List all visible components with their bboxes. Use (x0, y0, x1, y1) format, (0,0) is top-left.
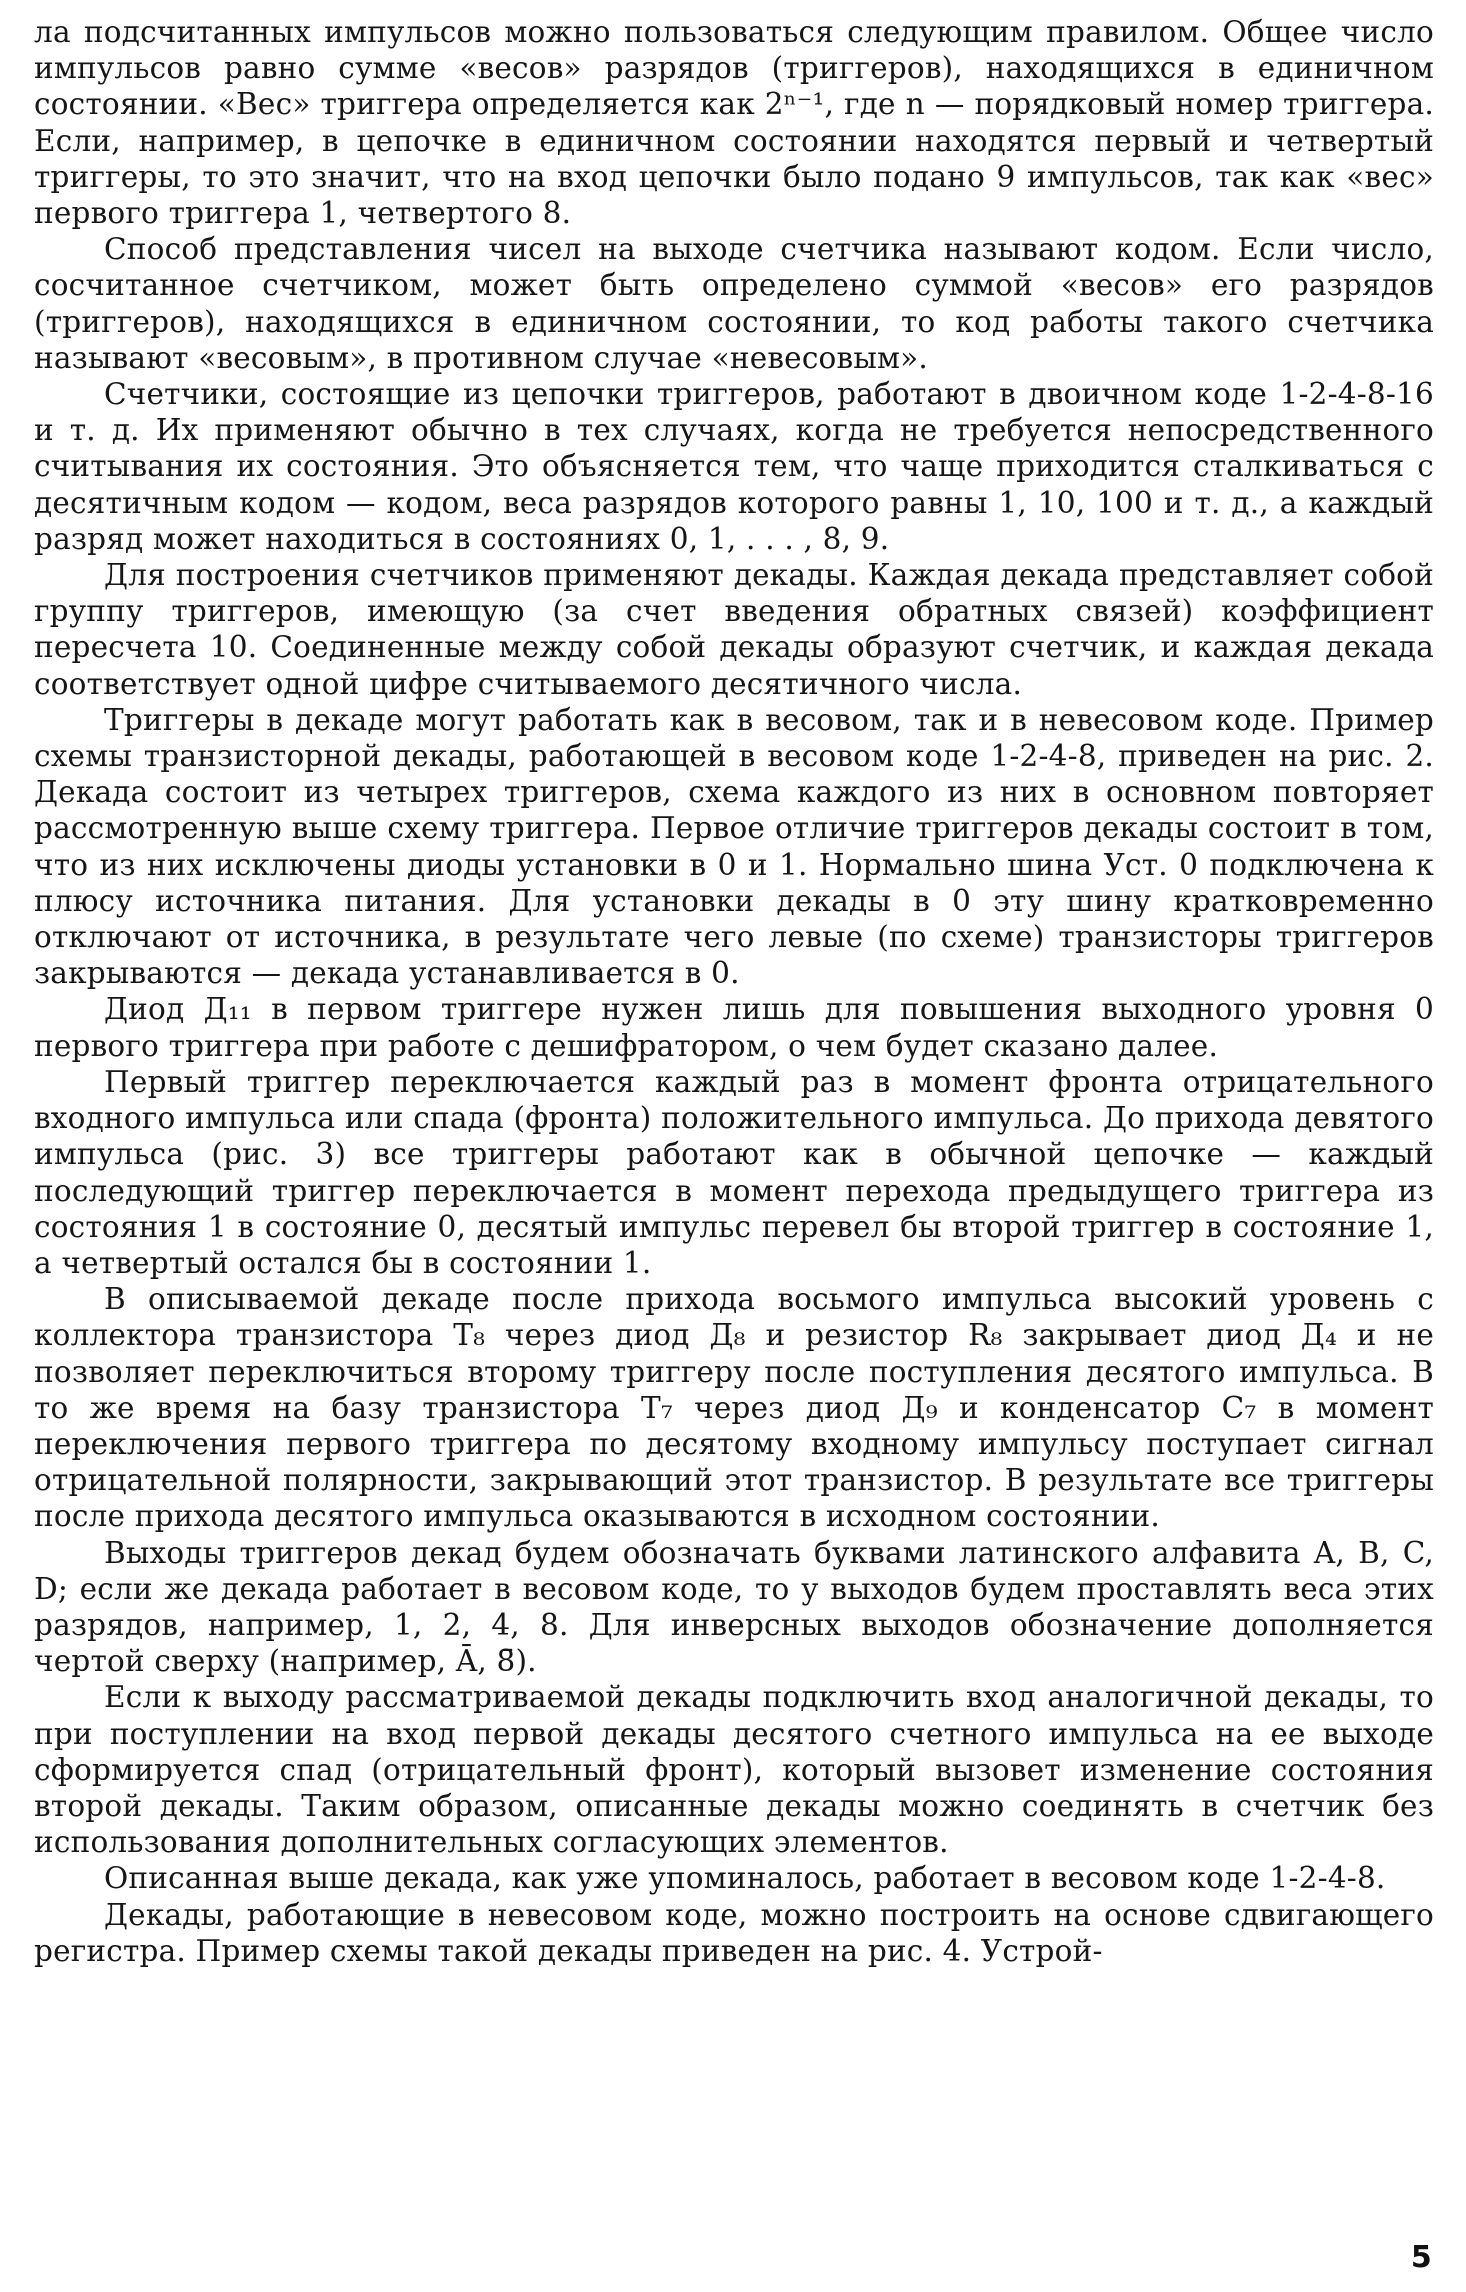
page-number: 5 (1410, 2240, 1432, 2275)
paragraph-12: Декады, работающие в невесовом коде, можно построить на основе сдвигающего регистра. Пример схемы такой декады приведен на рис. 4. Устрой- (34, 1897, 1434, 1968)
paragraph-8: В описываемой декаде после прихода восьмого импульса высокий уровень с коллектора транзистора T₈ через диод Д₈ и резистор R₈ закрывает диод Д₄ и не позволяет переключиться второму триггеру после поступления десятого импульса. В то же время на базу транзистора T₇ через диод Д₉ и конденсатор C₇ в момент переключения первого триггера по десятому входному импульсу поступает сигнал отрицательной полярности, закрывающий этот транзистор. В результате все триггеры после прихода десятого импульса оказываются в исходном состоянии. (34, 1282, 1434, 1534)
paragraph-10: Если к выходу рассматриваемой декады подключить вход аналогичной декады, то при поступлении на вход первой декады десятого счетного импульса на ее выходе сформируется спад (отрицательный фронт), который вызовет изменение состояния второй декады. Таким образом, описанные декады можно соединять в счетчик без использования дополнительных согласующих элементов. (34, 1680, 1434, 1860)
paragraph-2: Способ представления чисел на выходе счетчика называют кодом. Если число, сосчитанное счетчиком, может быть определено суммой «весов» его разрядов (триггеров), находящихся в единичном состоянии, то код работы такого счетчика называют «весовым», в противном случае «невесовым». (34, 232, 1434, 375)
paragraph-7: Первый триггер переключается каждый раз в момент фронта отрицательного входного импульса или спада (фронта) положительного импульса. До прихода девятого импульса (рис. 3) все триггеры работают как в обычной цепочке — каждый последующий триггер переключается в момент перехода предыдущего триггера из состояния 1 в состояние 0, десятый импульс перевел бы второй триггер в состояние 1, а четвертый остался бы в состоянии 1. (34, 1064, 1434, 1280)
paragraph-1: ла подсчитанных импульсов можно пользоваться следующим правилом. Общее число импульсов равно сумме «весов» разрядов (триггеров), находящихся в единичном состоянии. «Вес» триггера определяется как 2ⁿ⁻¹, где n — порядковый номер триггера. Если, например, в цепочке в единичном состоянии находятся первый и четвертый триггеры, то это значит, что на вход цепочки было подано 9 импульсов, так как «вес» первого триггера 1, четвертого 8. (34, 15, 1434, 231)
paragraph-11: Описанная выше декада, как уже упоминалось, работает в весовом коде 1-2-4-8. (104, 1861, 1386, 1896)
paragraph-9: Выходы триггеров декад будем обозначать буквами латинского алфавита A, B, C, D; если же декада работает в весовом коде, то у выходов будем проставлять веса этих разрядов, например, 1, 2, 4, 8. Для инверсных выходов обозначение дополняется чертой сверху (например, Ā, 8̄). (34, 1535, 1434, 1679)
document-page (34, 14, 1434, 2282)
paragraph-5: Триггеры в декаде могут работать как в весовом, так и в невесовом коде. Пример схемы транзисторной декады, работающей в весовом коде 1-2-4-8, приведен на рис. 2. Декада состоит из четырех триггеров, схема каждого из них в основном повторяет рассмотренную выше схему триггера. Первое отличие триггеров декады состоит в том, что из них исключены диоды установки в 0 и 1. Нормально шина Уст. 0 подключена к плюсу источника питания. Для установки декады в 0 эту шину кратковременно отключают от источника, в результате чего левые (по схеме) транзисторы триггеров закрываются — декада устанавливается в 0. (34, 702, 1434, 991)
paragraph-3: Счетчики, состоящие из цепочки триггеров, работают в двоичном коде 1-2-4-8-16 и т. д. Их применяют обычно в тех случаях, когда не требуется непосредственного считывания их состояния. Это объясняется тем, что чаще приходится сталкиваться с десятичным кодом — кодом, веса разрядов которого равны 1, 10, 100 и т. д., а каждый разряд может находиться в состояниях 0, 1, . . . , 8, 9. (34, 377, 1434, 556)
paragraph-4: Для построения счетчиков применяют декады. Каждая декада представляет собой группу триггеров, имеющую (за счет введения обратных связей) коэффициент пересчета 10. Соединенные между собой декады образуют счетчик, и каждая декада соответствует одной цифре считываемого десятичного числа. (34, 558, 1434, 701)
paragraph-6: Диод Д₁₁ в первом триггере нужен лишь для повышения выходного уровня 0 первого триггера при работе с дешифратором, о чем будет сказано далее. (34, 992, 1434, 1063)
